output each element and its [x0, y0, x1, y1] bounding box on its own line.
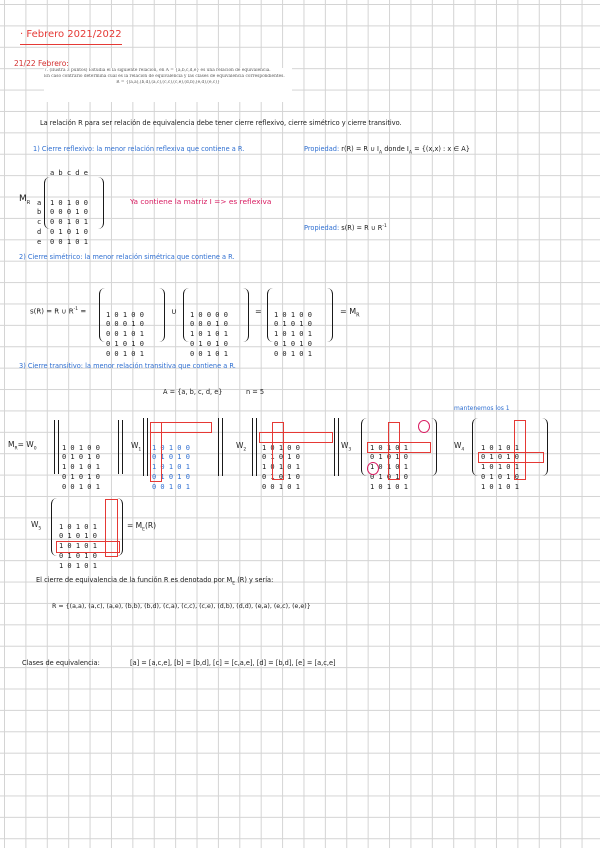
matrix-w3: 1 0 1 0 1 0 1 0 1 0 1 0 1 0 1 0 1 0 1 0 1 0 1 0 1	[370, 443, 408, 491]
equals-symbol: =	[255, 307, 262, 316]
w1-left-bars	[143, 418, 148, 476]
section-2-property: Propiedad: s(R) = R ∪ $R^{-1}$	[304, 224, 387, 233]
classes-label: Clases de equivalencia:	[22, 659, 100, 667]
section-1-property: Propiedad: r(R) = R ∪ $I_A$ donde $I_A = \{(x,x)$ : x ∈ A}	[304, 145, 470, 156]
w3-added-entry-top	[418, 420, 430, 433]
matrix-symmetric: 1 0 1 0 0 0 1 0 1 0 1 0 1 0 1 0 1 0 1 0 0 0 1 0 1	[274, 310, 312, 358]
w2-left-bars	[252, 418, 257, 476]
matrix-r: 1 0 1 0 0 0 0 0 1 0 0 0 1 0 1 0 1 0 1 0 0 0 1 0 1	[106, 310, 144, 358]
w4-label: $W_4$	[454, 441, 465, 453]
matrix-r-inverse: 1 0 0 0 0 0 0 0 1 0 1 0 1 0 1 0 1 0 1 0 0 0 1 0 1	[190, 310, 228, 358]
section-3-heading: 3) Cierre transitivo: la menor relación transitiva que contiene a R.	[19, 362, 236, 370]
w2-right-bars	[334, 418, 339, 476]
equivalence-classes: [a] = [a,c,e], [b] = [b,d], [c] = [c,a,e], [d] = [b,d], [e] = [a,c,e]	[130, 659, 336, 667]
title-underline	[20, 44, 122, 45]
equivalence-relation: R = {(a,a), (a,c), (a,e), (b,b), (b,d), (c,a), (c,c), (c,e), (d,b), (d,d), (e,a), (e,c), (e,e)}	[52, 603, 311, 610]
w5-column-highlight	[105, 499, 118, 557]
keep-ones-annotation: mantenemos los 1	[454, 405, 510, 412]
w3-column-highlight	[388, 422, 400, 480]
matrix-w4: 1 0 1 0 1 0 1 0 1 0 1 0 1 0 1 0 1 0 1 0 1 0 1 0 1	[481, 443, 519, 491]
w4-column-highlight	[514, 420, 526, 480]
matrix-w1: 1 0 1 0 0 0 1 0 1 0 1 0 1 0 1 0 1 0 1 0 0 0 1 0 1	[152, 443, 190, 491]
w5-result: = $M_E(R)$	[127, 521, 157, 533]
w3-added-entry-bottom	[367, 462, 379, 475]
w1-label: $W_1$	[131, 441, 142, 453]
exercise-line-3: R = {(a,a),(b,d),(a,c),(c,c),(c,e),(d,b),(e,d),(e,c)}	[116, 80, 220, 86]
title-bullet: ·	[20, 29, 27, 40]
union-symbol: ∪	[171, 307, 177, 316]
set-a: A = {a, b, c, d, e}	[163, 388, 223, 396]
symmetric-result: = $M_R$	[340, 307, 360, 319]
exercise-line-2: En caso contrario determina cuál es la relación de equivalencia y las clases de equivalencia correspondientes.	[44, 74, 285, 80]
closure-sentence: El cierre de equivalencia de la función R es denotado por $M_E$ (R) y sería:	[36, 576, 274, 587]
page-subtitle: 21/22 Febrero:	[14, 59, 69, 68]
matrix-column-headers: a b c d e	[50, 169, 88, 177]
exercise-line-1: 7. (Ilustra 3 puntos) Estudia el la siguiente relación, en A = {a,b,c,d,e} es una relación de equivalencia.	[44, 68, 271, 73]
intro-text: La relación R para ser relación de equivalencia debe tener cierre reflexivo, cierre simétrico y cierre transitivo.	[40, 119, 402, 127]
w5-label: $W_5$	[31, 520, 42, 532]
section-1-heading: 1) Cierre reflexivo: la menor relación reflexiva que contiene a R.	[33, 145, 245, 153]
matrix-w0: 1 0 1 0 0 0 1 0 1 0 1 0 1 0 1 0 1 0 1 0 0 0 1 0 1	[62, 443, 100, 491]
w1-right-bars	[218, 418, 223, 476]
matrix-w2: 1 0 1 0 0 0 1 0 1 0 1 0 1 0 1 0 1 0 1 0 0 0 1 0 1	[262, 443, 300, 491]
matrix-mr-label: $M_R$	[19, 194, 31, 206]
page-title: · Febrero 2021/2022	[20, 29, 122, 40]
matrix-mr: 1 0 1 0 0 0 0 0 1 0 0 0 1 0 1 0 1 0 1 0 0 0 1 0 1	[50, 198, 88, 246]
exercise-statement	[44, 68, 292, 102]
w0-left-bars	[54, 420, 59, 474]
matrix-w5: 1 0 1 0 1 0 1 0 1 0 1 0 1 0 1 0 1 0 1 0 1 0 1 0 1	[59, 522, 97, 570]
set-size: n = 5	[246, 388, 265, 396]
section-2-heading: 2) Cierre simétrico: la menor relación simétrica que contiene a R.	[19, 253, 235, 261]
w2-label: $W_2$	[236, 441, 247, 453]
matrix-row-labels: a b c d e	[37, 198, 42, 246]
w0-label: $M_R= W_0$	[8, 440, 37, 452]
w3-label: $W_3$	[341, 441, 352, 453]
w4-row-highlight	[478, 452, 544, 463]
reflexive-note: Ya contiene la matriz I => es reflexiva	[130, 197, 272, 206]
w2-column-highlight	[272, 422, 284, 480]
w2-row-highlight	[259, 432, 333, 443]
w1-column-highlight	[150, 422, 162, 482]
w0-right-bars	[118, 420, 123, 474]
symmetric-lhs: s(R) = R ∪ $R^{-1}$ =	[30, 307, 87, 316]
